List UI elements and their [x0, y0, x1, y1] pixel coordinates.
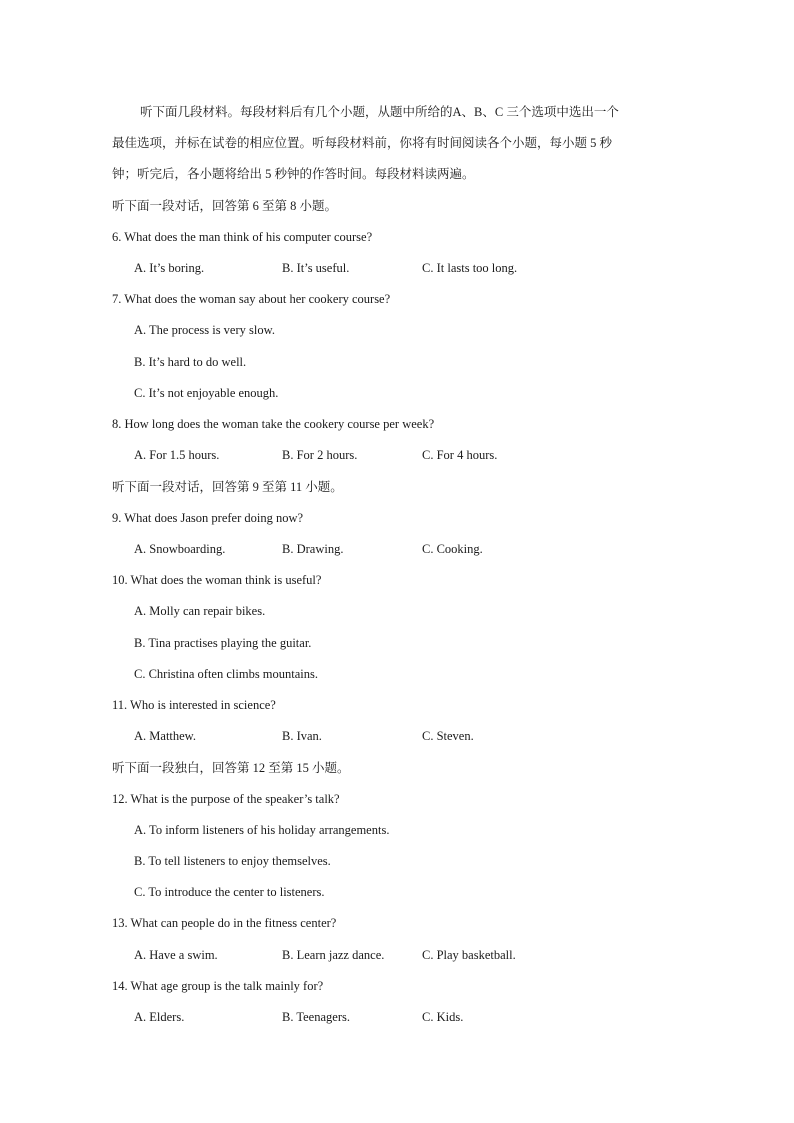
section-heading-monologue: 听下面一段独白，回答第 12 至第 15 小题。 — [112, 761, 350, 775]
question-14-option-a: A. Elders. — [134, 1010, 185, 1024]
question-10-option-c: C. Christina often climbs mountains. — [134, 667, 319, 681]
question-11-option-b: B. Ivan. — [282, 729, 322, 743]
question-11-option-c: C. Steven. — [422, 729, 474, 743]
question-6-option-b: B. It’s useful. — [282, 261, 350, 275]
instructions-line-2: 最佳选项，并标在试卷的相应位置。听每段材料前，你将有时间阅读各个小题，每小题 5 秒 — [112, 136, 613, 150]
question-13-option-a: A. Have a swim. — [134, 948, 218, 962]
question-14: 14. What age group is the talk mainly for? — [112, 979, 324, 993]
question-9-option-a: A. Snowboarding. — [134, 542, 226, 556]
question-7-option-b: B. It’s hard to do well. — [134, 355, 247, 369]
question-12-option-a: A. To inform listeners of his holiday arrangements. — [134, 823, 390, 837]
question-8: 8. How long does the woman take the cookery course per week? — [112, 417, 435, 431]
question-8-option-b: B. For 2 hours. — [282, 448, 358, 462]
question-12: 12. What is the purpose of the speaker’s talk? — [112, 792, 340, 806]
question-6: 6. What does the man think of his computer course? — [112, 230, 373, 244]
question-10-option-a: A. Molly can repair bikes. — [134, 604, 266, 618]
question-6-option-c: C. It lasts too long. — [422, 261, 518, 275]
section-heading-dialogue-1: 听下面一段对话，回答第 6 至第 8 小题。 — [112, 199, 338, 213]
question-8-option-c: C. For 4 hours. — [422, 448, 498, 462]
question-13-option-c: C. Play basketball. — [422, 948, 516, 962]
question-12-option-c: C. To introduce the center to listeners. — [134, 885, 325, 899]
question-13-option-b: B. Learn jazz dance. — [282, 948, 385, 962]
question-12-option-b: B. To tell listeners to enjoy themselves. — [134, 854, 331, 868]
question-9: 9. What does Jason prefer doing now? — [112, 511, 304, 525]
question-13: 13. What can people do in the fitness center? — [112, 916, 337, 930]
question-10-option-b: B. Tina practises playing the guitar. — [134, 636, 312, 650]
question-11-option-a: A. Matthew. — [134, 729, 197, 743]
question-7-option-c: C. It’s not enjoyable enough. — [134, 386, 279, 400]
question-9-option-c: C. Cooking. — [422, 542, 483, 556]
question-14-option-c: C. Kids. — [422, 1010, 464, 1024]
question-8-option-a: A. For 1.5 hours. — [134, 448, 220, 462]
question-10: 10. What does the woman think is useful? — [112, 573, 322, 587]
section-heading-dialogue-2: 听下面一段对话，回答第 9 至第 11 小题。 — [112, 480, 343, 494]
instructions-line-3: 钟；听完后，各小题将给出 5 秒钟的作答时间。每段材料读两遍。 — [112, 167, 475, 181]
question-11: 11. Who is interested in science? — [112, 698, 276, 712]
question-14-option-b: B. Teenagers. — [282, 1010, 350, 1024]
question-6-option-a: A. It’s boring. — [134, 261, 205, 275]
question-7: 7. What does the woman say about her cookery course? — [112, 292, 391, 306]
instructions-line-1: 听下面几段材料。每段材料后有几个小题，从题中所给的A、B、C 三个选项中选出一个 — [140, 105, 619, 119]
question-9-option-b: B. Drawing. — [282, 542, 344, 556]
question-7-option-a: A. The process is very slow. — [134, 323, 275, 337]
